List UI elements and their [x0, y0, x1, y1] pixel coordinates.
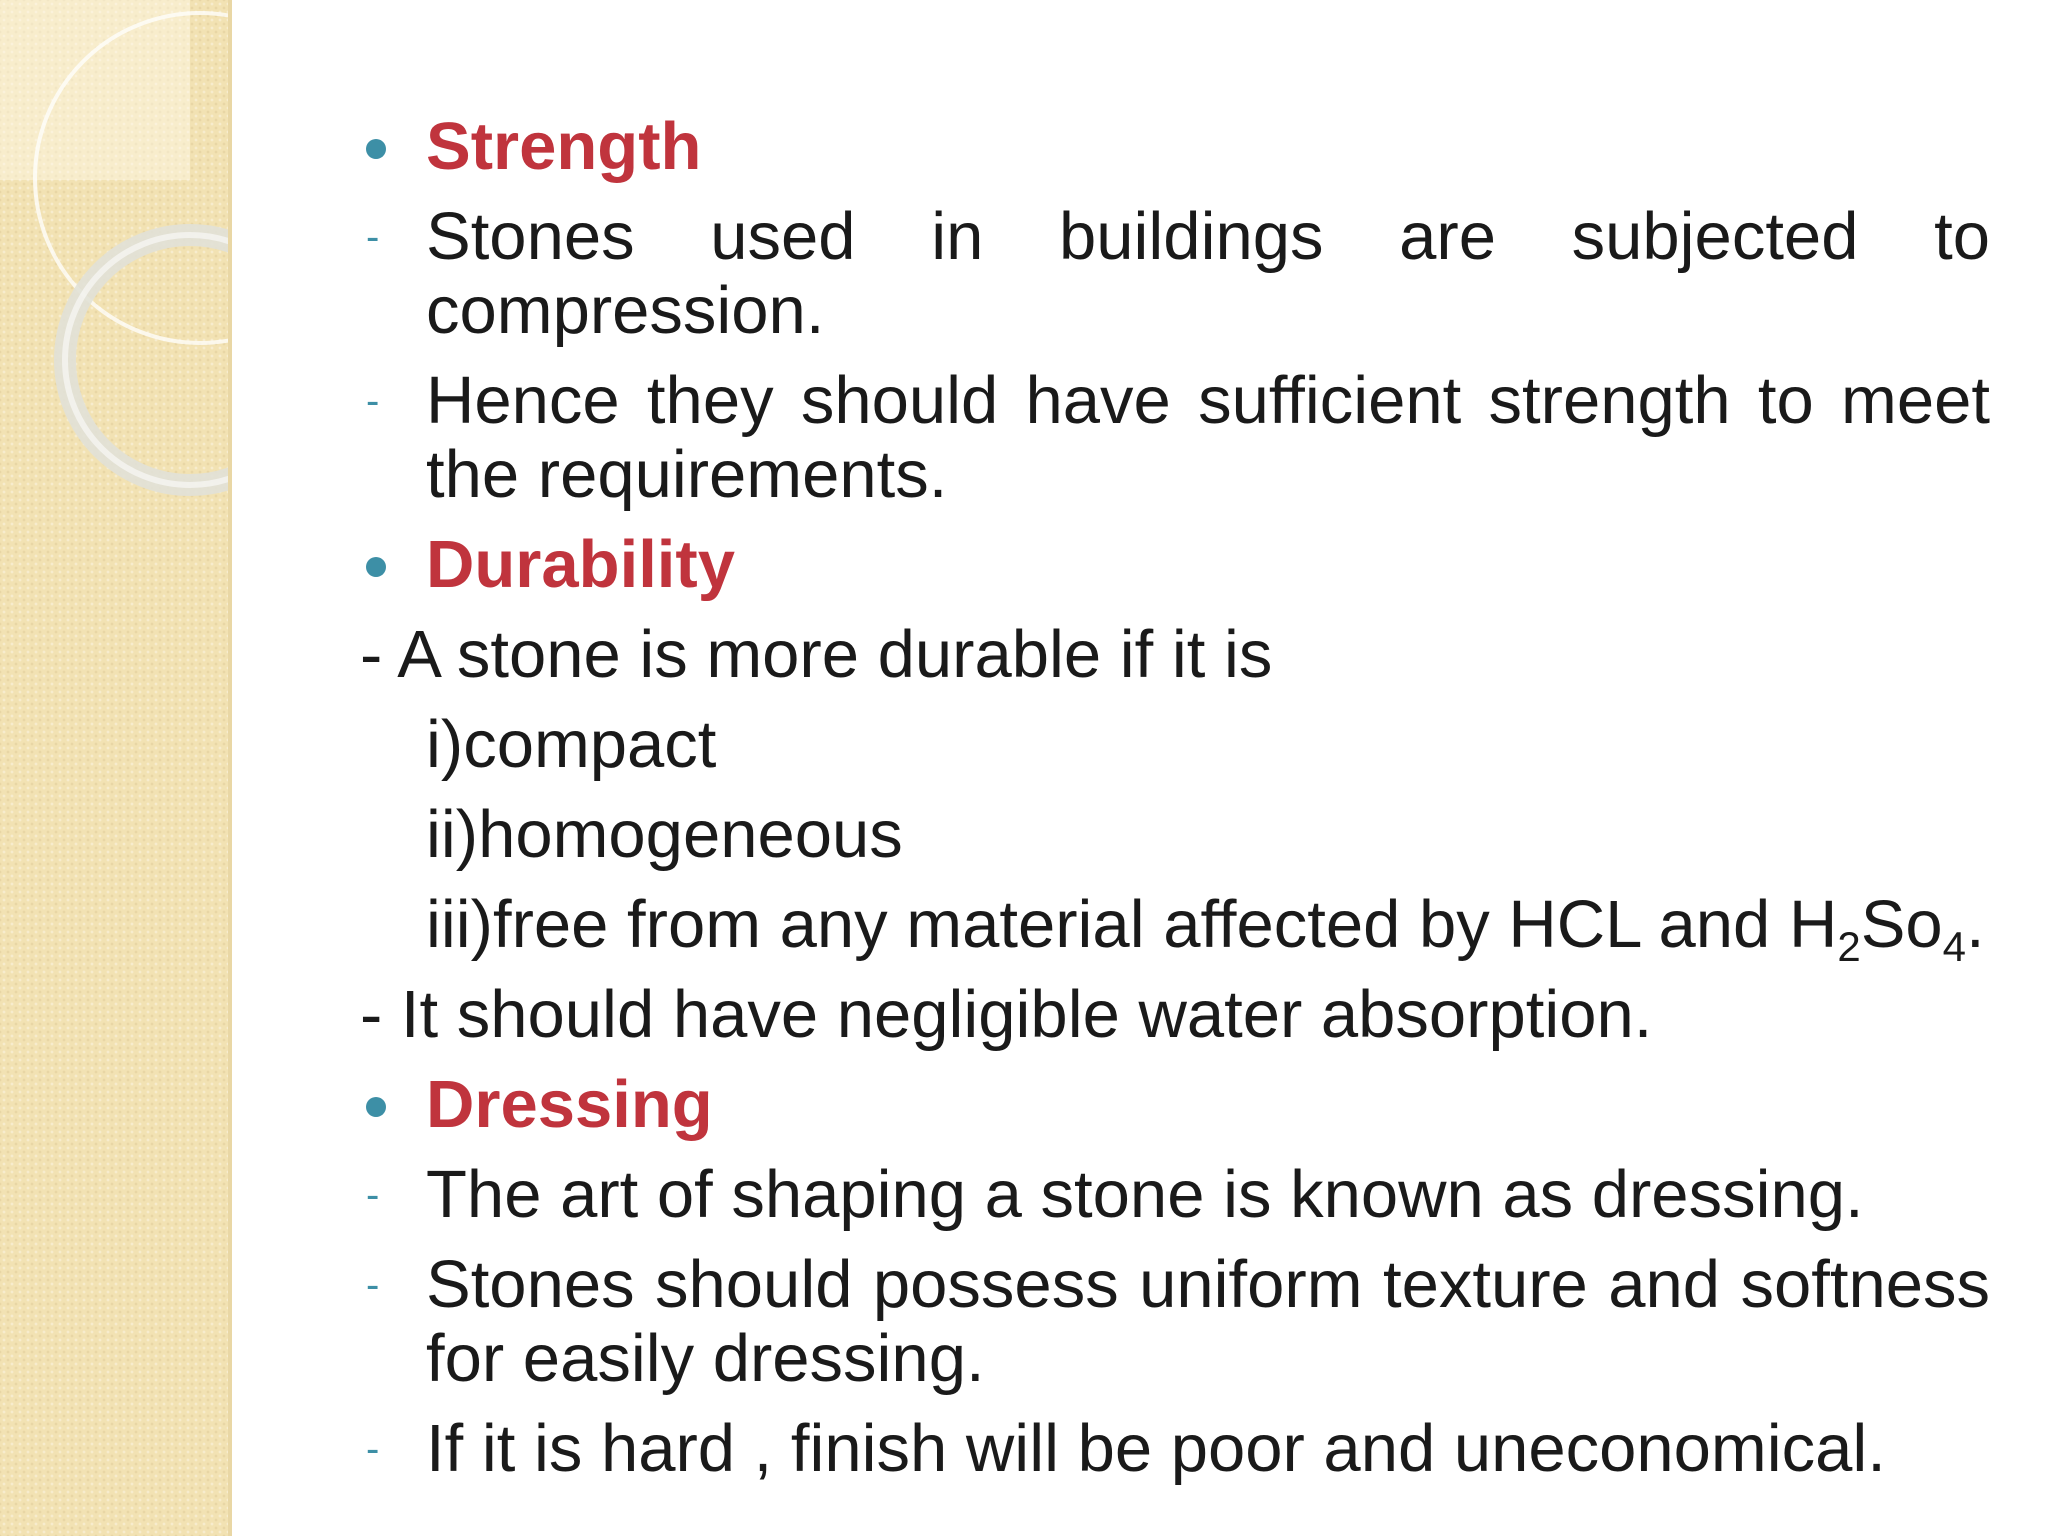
- heading-strength: [360, 110, 1990, 184]
- condition-text: iii)free from any material affected by HCL and: [426, 887, 1789, 962]
- dressing-point: [360, 1158, 1990, 1232]
- point-text: Hence they should have sufficient strength to meet the requirements.: [426, 363, 1990, 512]
- bullet-dot-icon: [366, 557, 386, 577]
- bullet-dot-icon: [366, 1097, 386, 1117]
- point-text: If it is hard , finish will be poor and uneconomical.: [426, 1411, 1886, 1486]
- dash-marker-icon: -: [366, 1427, 380, 1471]
- dressing-point: [360, 1248, 1990, 1396]
- dash-marker-icon: -: [366, 215, 380, 259]
- decorative-side-band: [0, 0, 232, 1536]
- formula-so-subscript: 4: [1942, 923, 1966, 970]
- durability-condition: [360, 887, 1990, 970]
- decorative-rings-icon: [0, 0, 228, 520]
- durability-outro: - It should have negligible water absorption.: [360, 977, 1653, 1052]
- bullet-dot-icon: [366, 139, 386, 159]
- point-text: Stones used in buildings are subjected to compression.: [426, 199, 1990, 348]
- formula-so: So: [1860, 887, 1943, 962]
- heading-text: Dressing: [426, 1067, 713, 1142]
- strength-point: [360, 364, 1990, 512]
- point-text: The art of shaping a stone is known as dressing.: [426, 1157, 1864, 1232]
- durability-condition: ii)homogeneous: [426, 797, 903, 872]
- durability-condition: i)compact: [426, 707, 717, 782]
- heading-dressing: [360, 1068, 1990, 1142]
- dressing-point: [360, 1412, 1990, 1486]
- point-text: Stones should possess uniform texture and softness for easily dressing.: [426, 1247, 1990, 1396]
- dash-marker-icon: -: [366, 1173, 380, 1217]
- durability-intro: - A stone is more durable if it is: [360, 617, 1273, 692]
- formula-h: H: [1788, 887, 1838, 962]
- heading-text: Strength: [426, 109, 702, 184]
- heading-text: Durability: [426, 527, 735, 602]
- formula-h-subscript: 2: [1837, 923, 1861, 970]
- slide-content: [360, 110, 1990, 1502]
- dash-marker-icon: -: [366, 1263, 380, 1307]
- formula-end: .: [1966, 887, 1985, 962]
- heading-durability: [360, 528, 1990, 602]
- dash-marker-icon: -: [366, 379, 380, 423]
- strength-point: [360, 200, 1990, 348]
